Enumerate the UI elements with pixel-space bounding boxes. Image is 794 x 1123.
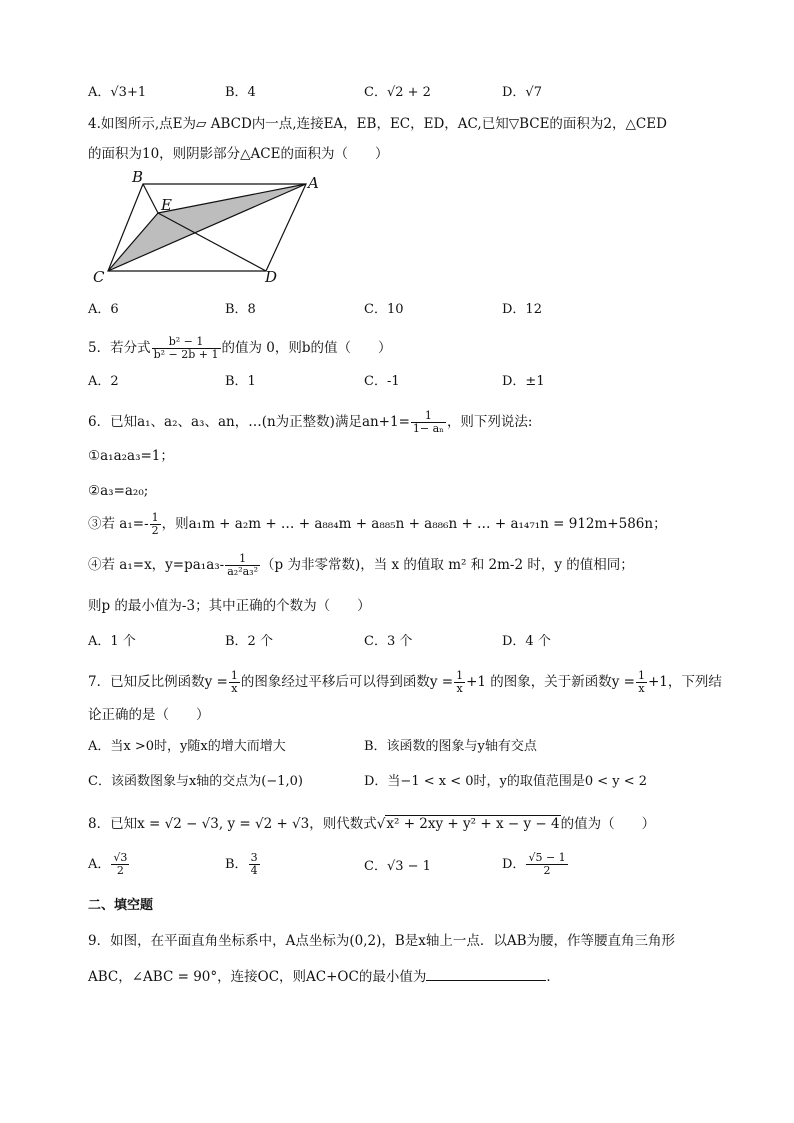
q6-option-c: C．3 个 — [364, 634, 413, 649]
q6-s3-numerator: 1 — [151, 511, 159, 524]
q6-s4-numerator: 1 — [225, 553, 260, 566]
q8-pre: 8．已知x = √2 − √3, y = √2 + √3，则代数式 — [88, 816, 377, 832]
q4-option-d: D．12 — [502, 302, 542, 317]
q6-post: ，则下列说法: — [446, 414, 533, 430]
q6-s3-denominator: 2 — [151, 524, 159, 537]
q8-option-c: C．√3 − 1 — [364, 859, 431, 874]
q8-radicand: x² + 2xy + y² + x − y − 4 — [386, 816, 560, 832]
q9-line2-text: ABC，∠ABC = 90°，连接OC，则AC+OC的最小值为 — [88, 969, 427, 985]
q7-fraction-3-den: x — [638, 682, 645, 695]
label-b: B — [132, 170, 144, 186]
q6-s3-pre: ③若 a₁=- — [88, 516, 149, 532]
q6-s3-fraction — [150, 512, 161, 537]
q8-b-fraction — [249, 852, 260, 877]
q7-option-b: B．该函数的图象与y轴有交点 — [364, 739, 537, 754]
q3-option-a: A．√3+1 — [88, 85, 147, 100]
q6-statement-5: 则p 的最小值为-3；其中正确的个数为（ ） — [88, 598, 371, 614]
label-e: E — [161, 196, 172, 214]
q8-a-fraction — [111, 852, 129, 877]
q8-option-b — [225, 852, 261, 877]
q4-option-c: C．10 — [364, 302, 404, 317]
q6-s4-denominator: a₂²a₃² — [227, 565, 259, 578]
q5-fraction — [152, 336, 221, 361]
q9-end: ． — [546, 969, 560, 985]
q8-b-den: 4 — [250, 864, 258, 877]
q7-part-a: 7．已知反比例函数y = — [88, 674, 228, 690]
q6-s4-fraction — [225, 553, 260, 578]
q6-option-d: D．4 个 — [502, 634, 551, 649]
q7-part-d: +1，下列结 — [647, 674, 722, 690]
q7-option-c: C．该函数图象与x轴的交点为(−1,0) — [88, 774, 303, 789]
q6-denominator: 1− aₙ — [412, 422, 444, 435]
q8-d-prefix: D． — [502, 857, 526, 872]
q7-part-b: 的图象经过平移后可以得到函数y = — [240, 674, 454, 690]
parallelogram-figure — [88, 170, 328, 285]
q8-post: 的值为（ ） — [560, 816, 656, 832]
q3-option-c: C．√2 + 2 — [364, 85, 431, 100]
q5-option-d: D．±1 — [502, 374, 545, 389]
q5-post: 的值为 0，则b的值（ ） — [221, 340, 392, 356]
q8-d-num: √5 − 1 — [528, 851, 566, 864]
q6-s4-pre: ④若 a₁=x，y=pa₁a₃- — [88, 557, 225, 573]
label-c: C — [93, 268, 105, 285]
q8-option-a — [88, 852, 130, 877]
q8-a-den: 2 — [116, 864, 124, 877]
q6-pre: 6．已知a₁、a₂、a₃、an，…(n为正整数)满足an+1= — [88, 414, 410, 430]
label-a: A — [308, 174, 319, 192]
q7-fraction-2-num: 1 — [456, 669, 464, 682]
q4-option-a: A．6 — [88, 302, 119, 317]
q5-pre: 5．若分式 — [88, 340, 151, 356]
q8-d-den: 2 — [543, 864, 551, 877]
q6-stem — [88, 410, 533, 435]
q6-option-a: A．1 个 — [88, 634, 136, 649]
q4-option-b: B．8 — [225, 302, 256, 317]
q8-a-num: √3 — [113, 851, 128, 864]
q6-statement-4 — [88, 553, 634, 578]
q5-denominator: b² − 2b + 1 — [153, 348, 219, 361]
q5-numerator: b² − 1 — [152, 336, 221, 349]
q7-option-a: A．当x >0时，y随x的增大而增大 — [88, 739, 286, 754]
q8-b-prefix: B． — [225, 857, 248, 872]
q6-statement-2: ②a₃=a₂₀; — [88, 483, 149, 499]
q5-option-a: A．2 — [88, 374, 119, 389]
q8-b-num: 3 — [250, 851, 258, 864]
q6-numerator: 1 — [411, 410, 446, 423]
q4-stem-line2: 的面积为10，则阴影部分△ACE的面积为（ ） — [88, 146, 389, 162]
q7-fraction-3-num: 1 — [637, 669, 645, 682]
q7-stem-line2: 论正确的是（ ） — [88, 707, 210, 723]
section-heading-fill-in: 二、填空题 — [88, 898, 154, 913]
q6-s4-post: （p 为非零常数)，当 x 的值取 m² 和 2m-2 时，y 的值相同； — [261, 557, 634, 573]
q7-fraction-2-den: x — [456, 682, 463, 695]
q3-option-d: D．√7 — [502, 85, 542, 100]
q6-option-b: B．2 个 — [225, 634, 273, 649]
q8-option-d — [502, 852, 569, 877]
q8-a-prefix: A． — [88, 857, 111, 872]
q5-stem — [88, 336, 392, 361]
q8-d-fraction — [526, 852, 567, 877]
q9-stem-line1: 9．如图，在平面直角坐标系中，A点坐标为(0,2)，B是x轴上一点．以AB为腰，作等腰直角三角形 — [88, 933, 676, 949]
q7-stem-line1 — [88, 670, 722, 695]
q8-stem — [88, 815, 655, 833]
q3-option-b: B．4 — [225, 85, 256, 100]
label-d: D — [265, 268, 278, 285]
q6-s3-post: ，则a₁m + a₂m + … + a₈₈₄m + a₈₈₅n + a₈₈₆n + … + a₁₄₇₁n = 912m+586n； — [161, 516, 667, 532]
q6-statement-1: ①a₁a₂a₃=1； — [88, 448, 174, 464]
q7-fraction-1 — [229, 670, 240, 695]
segment-eb — [143, 184, 158, 213]
q6-statement-3 — [88, 512, 667, 537]
q7-part-c: +1 的图象，关于新函数y = — [466, 674, 635, 690]
q7-option-d: D．当−1 < x < 0时，y的取值范围是0 < y < 2 — [364, 774, 648, 789]
q4-stem-line1: 4.如图所示,点E为▱ ABCD内一点,连接EA，EB，EC，ED，AC,已知▽BCE的面积为2，△CED — [88, 116, 667, 132]
q7-fraction-1-num: 1 — [230, 669, 238, 682]
q9-stem-line2 — [88, 966, 560, 986]
q7-fraction-2 — [454, 670, 465, 695]
q6-fraction — [411, 410, 446, 435]
q9-answer-blank[interactable] — [426, 966, 546, 981]
q8-radical: √x² + 2xy + y² + x − y − 4 — [376, 816, 560, 832]
q5-option-b: B．1 — [225, 374, 256, 389]
q5-option-c: C．-1 — [364, 374, 400, 389]
q7-fraction-3 — [636, 670, 647, 695]
q7-fraction-1-den: x — [231, 682, 238, 695]
